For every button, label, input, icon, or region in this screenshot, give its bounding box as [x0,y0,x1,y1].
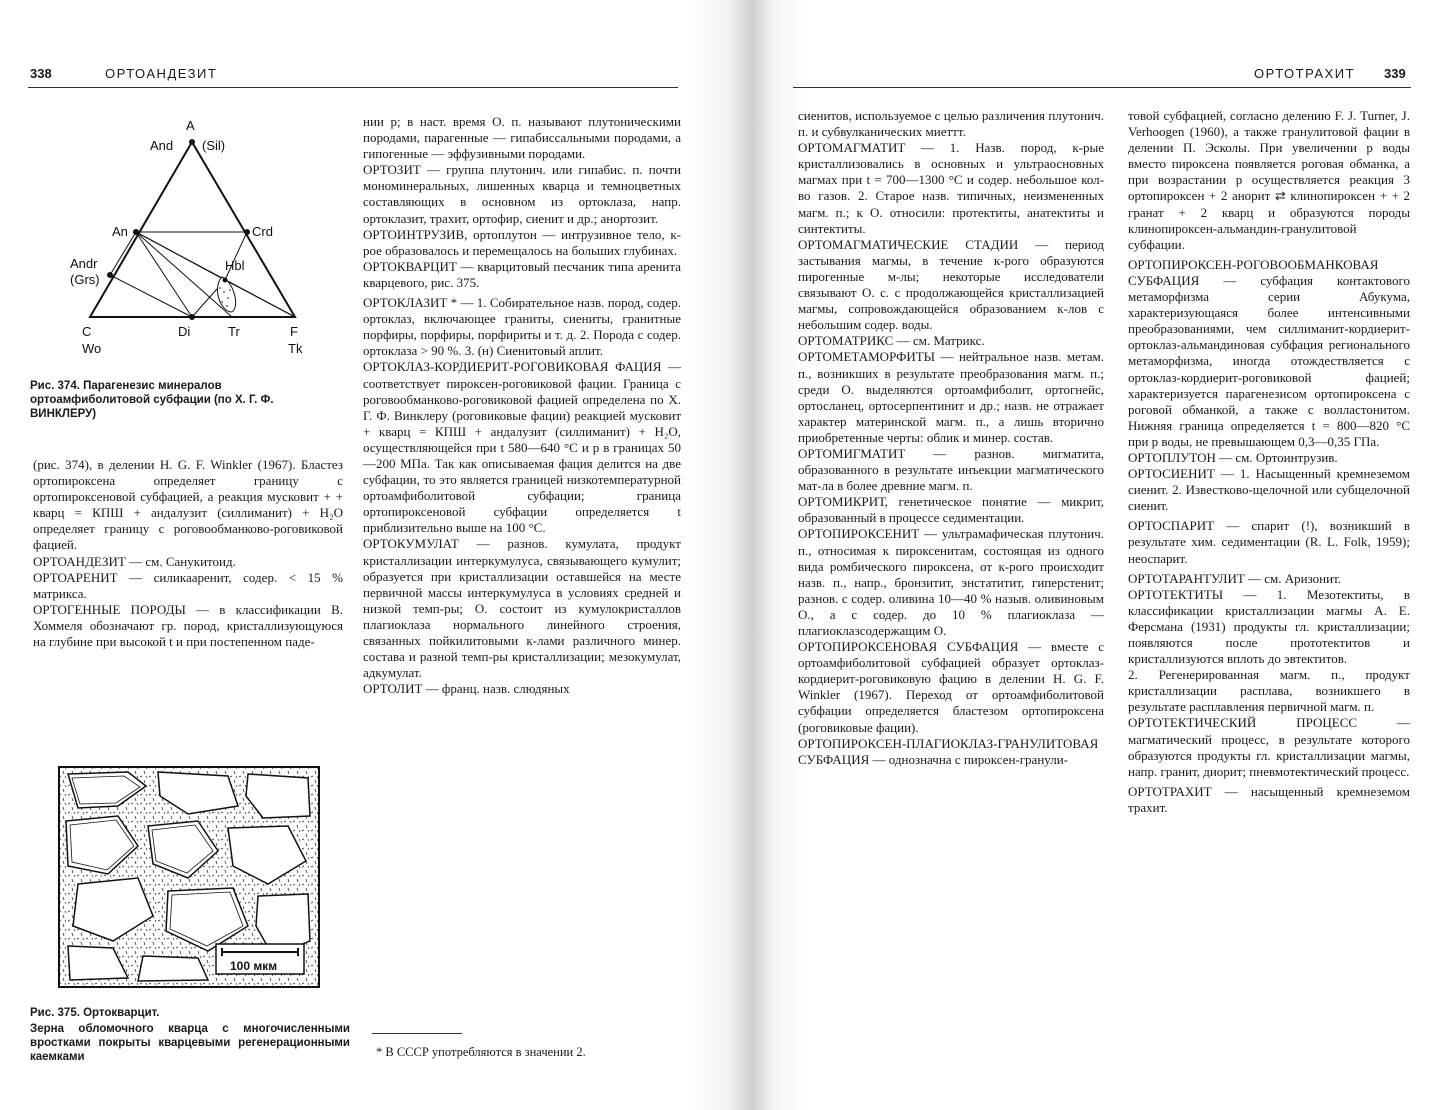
entry-ortotrahit: ОРТОТРАХИТ — насыщенный кремнеземом трахит. [1128,783,1410,815]
entry-ortometamorfity: ОРТОМЕТАМОРФИТЫ — нейтральное назв. метам. п., возникших в результате преобразования магм. п.; среди О. выделяются ортоамфиболит, ортогнейс, ортосланец, ортосерпентинит и др.; назв. не отражает характер материнской магм. п., а лишь вторично приобретенные черты: облик и минер. состав. [798,349,1104,445]
right-header-rule [793,87,1411,88]
label-tr: Tr [228,324,240,339]
left-running-head: ОРТОАНДЕЗИТ [105,66,218,81]
label-crd: Crd [252,224,273,239]
figure-374-ternary-diagram [62,112,322,362]
entry-ortotarantulit: ОРТОТАРАНТУЛИТ — см. Аризонит. [1128,570,1342,586]
figure-375-caption-title: Рис. 375. Ортокварцит. [30,1007,160,1019]
right-page-number: 339 [1384,66,1406,81]
entry-ortopluton: ОРТОПЛУТОН — см. Ортоинтрузив. [1128,449,1338,465]
book-gutter [690,0,810,1110]
scale-bar-label: 100 мкм [230,959,278,973]
entry-ortosienit: ОРТОСИЕНИТ — 1. Насыщенный кремнеземом сиенит. 2. Известково-щелочной или субщелочной сиенит. [1128,466,1410,514]
entry-ortomikrit: ОРТОМИКРИТ, генетическое понятие — микрит, образованный в процессе седиментации. [798,494,1104,526]
label-tk: Tk [288,341,303,356]
entry-ortokumulat: ОРТОКУМУЛАТ — разнов. кумулата, продукт кристаллизации интеркумулуса, связывающего кумулит; образуется при кристаллизации оставшейся на месте первичной массы интеркумулуса в условиях средней и низкой темп-ры; О. состоит из кумулокристаллов плагиоклаза нормального линейного строения, связанных пойкилитовыми к-лами различного минер. состава и разной темп-ры кристаллизации; мезокумулат, адкумулат. [363,536,681,681]
entry-ortotekticheskiy-process: ОРТОТЕКТИЧЕСКИЙ ПРОЦЕСС — магматический процесс, в результате которого образуются продукты гл. кристаллизации магмы, напр. гранит, диорит; пневмотектический процесс. [1128,715,1410,779]
entry-ortoklazit: ОРТОКЛАЗИТ * — 1. Собирательное назв. пород, содер. ортоклаз, включающее граниты, сиениты, гранитные порфиры, порфиры, порфириты и т. д. 2. Порода с содер. ортоклаза > 90 %. 3. (н) Сиенитовый аплит. [363,295,681,359]
entry-ortomagmatit: ОРТОМАГМАТИТ — 1. Назв. пород, к-рые кристаллизовались в основных и ультраосновных магмах при t = 700—1300 °C и содер. небольшое кол-во газов. 2. Старое назв. типичных, неизмененных магм. п.; к О. относили: протектиты, анатектиты и синтектиты. [798,140,1104,236]
label-di: Di [178,324,191,339]
left-column-2 [363,114,681,697]
entry-continuation: нии p; в наст. время О. п. называют плутоническими породами, парагенные — гипабиссальными породами, а гипогенные — эффузивными породами. [363,114,681,162]
right-column-4 [1128,108,1410,816]
entry-ortotektity: ОРТОТЕКТИТЫ — 1. Мезотектиты, в классификации кристаллизации магмы А. Е. Ферсмана (1931) продукты гл. кристаллизации; появляются после прототектитов и кристаллизуются вплоть до эвтектитов. [1128,586,1410,667]
left-header-rule [28,87,678,88]
entry-ortosparit: ОРТОСПАРИТ — спарит (!), возникший в результате хим. седиментации (R. L. Folk, 1959); неоспарит. [1128,518,1410,566]
entry-ortotektity-2: 2. Регенерированная магм. п., продукт кристаллизации расплава, возникшего в результате расплавления первичной магм. п. [1128,667,1410,715]
label-wo: Wo [82,341,102,356]
label-grs: (Grs) [70,272,100,287]
entry-text: (рис. 374), в делении H. G. F. Winkler (1967). Бластез ортопироксена определяет границу с ортопироксеновой субфацией, а реакция мусковит + + кварц = КПШ + андалузит (силлиманит) + H₂O определяет границу с роговообманково-роговиковой фацией. [33,457,343,553]
footnote: * В СССР употребляются в значении 2. [376,1045,586,1059]
entry-ortozit: ОРТОЗИТ — группа плутонич. или гипабис. п. почти мономинеральных, лишенных кварца и темноцветных составляющих в основном из ортоклаза, напр. ортоклазит, трахит, ортофир, сиенит и др.; анортозит. [363,162,681,226]
label-a: A [186,118,195,133]
entry-ortomigmatit: ОРТОМИГМАТИТ — разнов. мигматита, образованного в результате инъекции магматического мат-ла в более древние магм. п. [798,445,1104,494]
entry-ortomatriks: ОРТОМАТРИКС — см. Матрикс. [798,333,985,349]
entry-ortomagmaticheskie-stadii: ОРТОМАГМАТИЧЕСКИЕ СТАДИИ — период застывания магмы, в течение к-рого образуются пирогенные м-лы; некоторые исследователи связывают О. с. с продолжающейся кристаллизацией магмы, сопровождающейся образованием к-лов с небольшим содер. воды. [798,236,1104,333]
label-hbl: Hbl [225,258,245,273]
entry-ortoarenit: ОРТОАРЕНИТ — силикааренит, содер. < 15 % матрикса. [33,569,343,601]
label-f: F [290,324,298,339]
entry-ortoandezit: ОРТОАНДЕЗИТ — см. Санукитоид. [33,553,236,569]
right-column-3 [798,108,1104,768]
label-c: C [82,324,92,339]
entry-ortokvarcit: ОРТОКВАРЦИТ — кварцитовый песчаник типа аренита кварцевого, рис. 375. [363,258,681,290]
entry-ortoklaz-kordierit: ОРТОКЛАЗ-КОРДИЕРИТ-РОГОВИКОВАЯ ФАЦИЯ — соответствует пироксен-роговиковой фации. Граница с роговообманково-роговиковой фацией определена по Х. Г. Ф. Винклеру (роговиковые фации) реакцией мусковит + кварц = КПШ + андалузит (силлиманит) + H₂O, осуществляющейся при t 580—640 °C и p в границах 50—200 МПа. Так как описываемая фация делится на две субфации, то это является границей низкотемпературной ортоамфиболитовой субфации; граница ортопироксеновой субфации определяется t приблизительно выше на 100 °C. [363,359,681,536]
entry-ortopiroksenit: ОРТОПИРОКСЕНИТ — ультрамафическая плутонич. п., относимая к пироксенитам, состоящая из одного вида ромбического пироксена, от к-рого происходит назв. п., напр., бронзитит, энстатитит, гиперстенит; разнов. с содер. оливина 10—40 % назыв. оливиновым О., а с содер. до 10 % плагиоклаза — плагиоклазсодержащим О. [798,526,1104,638]
entry-ortointruziv: ОРТОИНТРУЗИВ, ортоплутон — интрузивное тело, к-рое образовалось и перемещалось на больших глубинах. [363,226,681,258]
left-column-1 [33,457,343,650]
left-page-number: 338 [30,66,52,81]
label-and: And [150,138,174,153]
figure-375-caption-text: Зерна обломочного кварца с многочисленными вростками покрыты кварцевыми регенерационными каемками [30,1023,350,1063]
entry-ortogennye-porody: ОРТОГЕННЫЕ ПОРОДЫ — в классификации В. Хоммеля обозначают гр. пород, кристаллизующуюся на глубине при высокой t и при постепенном паде- [33,601,343,650]
entry-ortopiroksenovaya-subfaciya: ОРТОПИРОКСЕНОВАЯ СУБФАЦИЯ — вместе с ортоамфиболитовой субфацией образует ортоклаз-кордиерит-роговиковую фацию в делении H. G. F. Winkler (1967). Переход от ортоамфиболитовой субфации определяется бластезом ортопироксена (роговиковые фации). [798,639,1104,735]
figure-375-micrograph [58,766,320,988]
right-running-head: ОРТОТРАХИТ [1254,66,1356,81]
label-sil: (Sil) [202,138,226,153]
entry-ortolit: ОРТОЛИТ — франц. назв. слюдяных [363,681,570,697]
figure-374-caption: Рис. 374. Парагенезис минералов ортоамфиболитовой субфации (по Х. Г. Ф. ВИНКЛЕРУ) [30,380,274,420]
entry-continuation: сиенитов, используемое с целью различения плутонич. п. и субвулканических миеттт. [798,108,1104,140]
footnote-rule [372,1033,462,1034]
label-andr: Andr [70,256,98,271]
entry-ortopiroksen-plagioklaz: ОРТОПИРОКСЕН-ПЛАГИОКЛАЗ-ГРАНУЛИТОВАЯ СУБФАЦИЯ — однозначна с пироксен-гранули- [798,735,1099,767]
entry-ortopiroksen-rogovoobmankovaya: ОРТОПИРОКСЕН-РОГОВООБМАНКОВАЯ СУБФАЦИЯ — субфация контактового метаморфизма серии Абукума, характеризующаяся более интенсивными преобразованиями, чем силлиманит-кордиерит-ортоклаз-альмандиновая субфация регионального метаморфизма, иногда отождествляется с ортоклаз-кордиерит-роговиковой фацией; характеризуется парагенезисом ортопироксена с роговой обманкой, а также с волластонитом. Нижняя граница определяется t = 800—820 °C при p воды, не превышающем 0,3—0,35 ГПа. [1128,256,1410,449]
entry-continuation: товой субфацией, согласно делению F. J. Turner, J. Verhoogen (1960), а также гранулитовой фации в делении П. Эсколы. При увеличении p воды вместо пироксена появляется роговая обманка, а при возрастании p осуществляется реакция 3 ортопироксен + 2 анорит ⇄ клинопироксен + + 2 гранат + 2 кварц и образуются породы клинопироксен-альмандин-гранулитовой субфации. [1128,108,1410,252]
label-an: An [112,224,128,239]
